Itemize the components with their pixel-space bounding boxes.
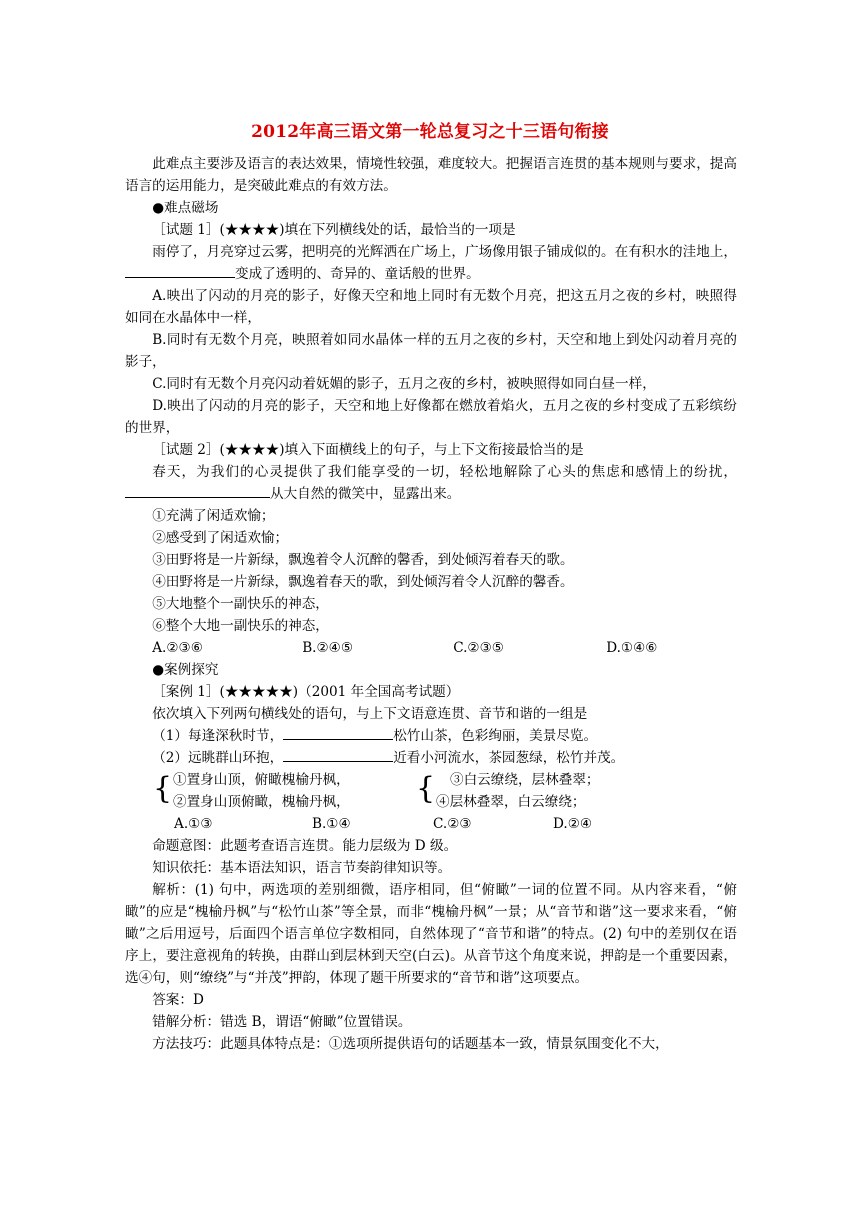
question-1-stem-part-a: 雨停了，月亮穿过云雾，把明亮的光辉洒在广场上，广场像用银子铺成似的。在有积水的洼地上， (152, 244, 737, 260)
document-body (125, 153, 737, 1055)
case-1-sentence-1-part-b: 松竹山茶，色彩绚丽，美景尽览。 (393, 728, 598, 744)
question-2-item-5: ⑤大地整个一副快乐的神态， (152, 596, 329, 612)
question-1-option-d: D.映出了闪动的月亮的影子，天空和地上好像都在燃放着焰火，五月之夜的乡村变成了五彩缤纷的世界， (125, 398, 737, 436)
case-1-basis: 知识依托：基本语法知识，语言节奏韵律知识等。 (152, 860, 452, 876)
case-1-choice-2: ②置身山顶俯瞰，槐榆丹枫， (173, 794, 350, 810)
question-2-option-d: D.①④⑥ (606, 640, 658, 656)
case-1-answer: 答案：D (152, 992, 204, 1008)
question-1-option-c: C.同时有无数个月亮闪动着妩媚的影子，五月之夜的乡村，被映照得如同白昼一样， (152, 376, 656, 392)
case-1-choice-3: ③白云缭绕，层林叠翠； (450, 772, 600, 788)
case-1-option-b: B.①④ (312, 816, 351, 832)
question-2-stem-part-b: 从大自然的微笑中，显露出来。 (270, 486, 461, 502)
question-2-option-a: A.②③⑥ (152, 640, 203, 656)
section-heading-difficulty: ●难点磁场 (152, 200, 219, 216)
question-2-item-2: ②感受到了闲适欢愉； (152, 530, 289, 546)
question-1-stem (125, 241, 737, 285)
case-1-option-c: C.②③ (433, 816, 472, 832)
fill-blank (283, 747, 393, 762)
case-1-sentence-1 (125, 725, 737, 747)
case-1-intro: 依次填入下列两句横线处的语句，与上下文语意连贯、音节和谐的一组是 (152, 706, 588, 722)
case-1-method: 方法技巧：此题具体特点是：①选项所提供语句的话题基本一致，情景氛围变化不大， (152, 1036, 669, 1052)
question-2-item-1: ①充满了闲适欢愉； (152, 508, 275, 524)
case-1-sentence-2 (125, 747, 737, 769)
intro-paragraph: 此难点主要涉及语言的表达效果，情境性较强，难度较大。把握语言连贯的基本规则与要求，提高语言的运用能力，是突破此难点的有效方法。 (125, 156, 737, 194)
fill-blank (283, 725, 393, 740)
question-2-option-c: C.②③⑤ (453, 640, 504, 656)
question-1-stem-part-b: 变成了透明的、奇异的、童话般的世界。 (235, 266, 480, 282)
question-2-option-b: B.②④⑤ (302, 640, 354, 656)
question-2-stem (125, 461, 737, 505)
question-2-heading: ［试题 2］(★★★★)填入下面横线上的句子，与上下文衔接最恰当的是 (152, 442, 584, 458)
fill-blank (125, 483, 270, 498)
question-2-stem-part-a: 春天，为我们的心灵提供了我们能享受的一切，轻松地解除了心头的焦虑和感情上的纷扰， (152, 464, 737, 480)
case-1-sentence-2-part-b: 近看小河流水，茶园葱绿，松竹并茂。 (393, 750, 625, 766)
case-1-heading: ［案例 1］(★★★★★)（2001 年全国高考试题） (152, 684, 460, 700)
case-1-sentence-1-part-a: （1）每逢深秋时节， (152, 728, 284, 744)
section-heading-cases: ●案例探究 (152, 662, 219, 678)
case-1-choice-group (125, 769, 737, 813)
case-1-analysis: 解析：(1) 句中，两选项的差别细微，语序相同，但“俯瞰”一词的位置不同。从内容来看，“俯瞰”的应是“槐榆丹枫”与“松竹山茶”等全景，而非“槐榆丹枫”一景；从“音节和谐”这一要求来看，“俯瞰”之后用逗号，后面四个语言单位字数相同，自然体现了“音节和谐”的特点。(2) 句中的差别仅在语序上，要注意视角的转换，由群山到层林到天空(白云)。从音节这个角度来说，押韵是一个重要因素，选④句，则“缭绕”与“并茂”押韵，体现了题干所要求的“音节和谐”这项要点。 (125, 882, 737, 986)
case-1-choice-4: ④层林叠翠，白云缭绕； (436, 794, 586, 810)
question-1-heading: ［试题 1］(★★★★)填在下列横线处的话，最恰当的一项是 (152, 222, 516, 238)
question-1-option-a: A.映出了闪动的月亮的影子，好像天空和地上同时有无数个月亮，把这五月之夜的乡村，映照得如同在水晶体中一样， (125, 288, 737, 326)
case-1-sentence-2-part-a: （2）远眺群山环抱， (152, 750, 284, 766)
question-2-options (125, 637, 737, 659)
left-brace-icon: { (153, 771, 173, 806)
question-2-item-3: ③田野将是一片新绿，飘逸着令人沉醉的馨香，到处倾泻着春天的歌。 (152, 552, 574, 568)
case-1-intent: 命题意图：此题考查语言连贯。能力层级为 D 级。 (152, 838, 458, 854)
case-1-error-analysis: 错解分析：错选 B，谓语“俯瞰”位置错误。 (152, 1014, 412, 1030)
case-1-option-d: D.②④ (553, 816, 593, 832)
case-1-choice-1: ①置身山顶，俯瞰槐榆丹枫， (173, 772, 350, 788)
fill-blank (125, 263, 235, 278)
question-2-item-6: ⑥整个大地一副快乐的神态， (152, 618, 329, 634)
case-1-options (125, 813, 737, 835)
left-brace-icon: { (416, 771, 436, 806)
case-1-option-a: A.①③ (174, 816, 213, 832)
document-title: 2012年高三语文第一轮总复习之十三语句衔接 (251, 122, 609, 142)
question-1-option-b: B.同时有无数个月亮，映照着如同水晶体一样的五月之夜的乡村，天空和地上到处闪动着月亮的影子， (125, 332, 737, 370)
question-2-item-4: ④田野将是一片新绿，飘逸着春天的歌，到处倾泻着令人沉醉的馨香。 (152, 574, 574, 590)
